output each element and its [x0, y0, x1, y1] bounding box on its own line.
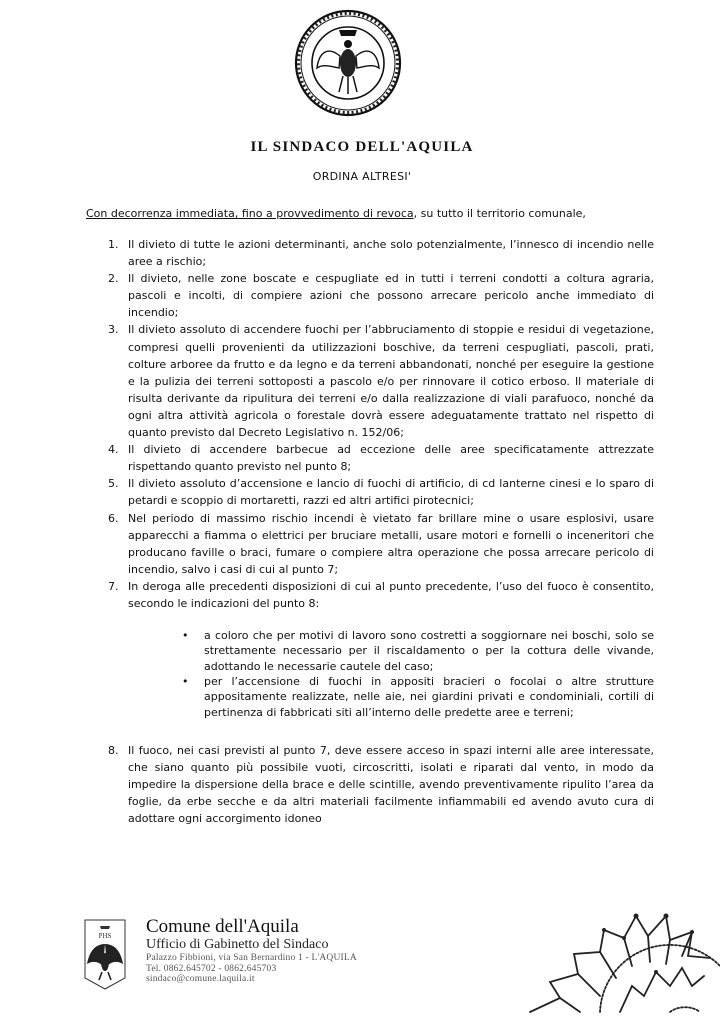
footer-office: Ufficio di Gabinetto del Sindaco: [146, 937, 329, 952]
footer-email[interactable]: sindaco@comune.laquila.it: [146, 974, 255, 984]
footer-contact: [146, 917, 357, 985]
ordinance-list: [108, 236, 654, 827]
item-text: Il fuoco, nei casi previsti al punto 7, deve essere acceso in spazi interni alle aree interessate, che siano quanto più possibile vuoti, circoscritti, isolati e riparati dal vento, in modo da impedire la dispersione della brace e delle scintille, avendo preventivamente ripulito l’area da foglie, da erbe secche e da altri materiali facilmente infiammabili ed avendo avuto cura di adottare ogni accorgimento idoneo: [128, 743, 654, 826]
item-number: 8.: [108, 743, 119, 757]
item-text: Il divieto, nelle zone boscate e cespugliate ed in tutti i terreni condotti a coltura agraria, pascoli e incolti, di compiere azioni che possono arrecare pericolo anche immediato di incendio;: [128, 272, 654, 320]
intro-paragraph: [86, 207, 586, 220]
decorative-rosette-ornament-icon: [520, 886, 720, 1024]
item-number: 6.: [108, 511, 119, 525]
coat-of-arms-eagle-icon: [83, 918, 127, 991]
item-number: 4.: [108, 443, 119, 457]
item-number: 2.: [108, 272, 119, 286]
bullet-dot-icon: •: [182, 629, 189, 643]
exception-bullets: [128, 628, 654, 720]
document-subtitle: ORDINA ALTRESI': [312, 170, 412, 183]
bullet-item: [128, 674, 654, 720]
list-item: [108, 321, 654, 441]
bullet-dot-icon: •: [182, 674, 189, 688]
item-text: Il divieto assoluto di accendere fuochi per l’abbruciamento di stoppie e residui di vegetazione, compresi quelli provenienti da utilizzazioni boschive, da terreni cespugliati, pascoli, prati, colture arboree da frutto e da legno e da terreni abbandonati, nonché per eseguire la gestione e la pulizia dei terreni sottoposti a pascolo e/o per rinnovare il cotico erboso. Il materiale di risulta derivante da ripulitura dei terreni e/o dalla realizzazione di viali parafuoco, nonché da ogni altra attività agricola o forestale dovrà essere adeguatamente trattato nel rispetto di quanto previsto dal Decreto Legislativo n. 152/06;: [128, 323, 654, 440]
item-number: 3.: [108, 323, 119, 337]
city-seal-eagle-icon: [293, 8, 403, 118]
footer-organization: Comune dell'Aquila: [146, 916, 299, 937]
footer-phone: Tel. 0862.645702 - 0862.645703: [146, 963, 277, 974]
item-number: 1.: [108, 238, 119, 251]
list-item: [108, 441, 654, 475]
item-number: 5.: [108, 477, 119, 491]
bullet-text: a coloro che per motivi di lavoro sono costretti a soggiornare nei boschi, solo se strettamente necessario per il riscaldamento o per la cottura delle vivande, adottando le necessarie cautele del caso;: [204, 629, 654, 673]
item-number: 7.: [108, 579, 119, 593]
intro-rest: , su tutto il territorio comunale,: [413, 207, 586, 220]
bullet-text: per l’accensione di fuochi in appositi bracieri o focolai o altre strutture appositamente realizzate, nelle aie, nei giardini privati e condominiali, cortili di pertinenza di fabbricati siti all’interno delle predette aree e terreni;: [204, 674, 654, 719]
item-text: Nel periodo di massimo rischio incendi è vietato far brillare mine o usare esplosivi, usare apparecchi a fiamma o elettrici per bruciare metalli, usare motori e fornelli o inceneritori che producano faville o braci, fumare o compiere altra operazione che possa arrecare pericolo di incendio, salvo i casi di cui al punto 7;: [128, 511, 654, 576]
item-text: Il divieto di tutte le azioni determinanti, anche solo potenzialmente, l’innesco di incendio nelle aree a rischio;: [128, 238, 654, 269]
item-text: Il divieto di accendere barbecue ad eccezione delle aree specificatamente attrezzate rispettando quanto previsto nel punto 8;: [128, 443, 654, 474]
list-item: [108, 578, 654, 720]
svg-text:PHS: PHS: [98, 932, 112, 940]
footer-address: Palazzo Fibbioni, via San Bernardino 1 - L'AQUILA: [146, 953, 357, 963]
list-item: [108, 475, 654, 509]
list-item: [108, 742, 654, 827]
list-item: [108, 270, 654, 321]
bullet-item: [128, 628, 654, 674]
item-text: Il divieto assoluto d’accensione e lancio di fuochi di artificio, di cd lanterne cinesi e lo sparo di petardi e scoppio di mortaretti, razzi ed altri artifici pirotecnici;: [128, 477, 654, 508]
document-title: IL SINDACO DELL'AQUILA: [250, 139, 474, 155]
intro-underlined: Con decorrenza immediata, fino a provvedimento di revoca: [86, 207, 414, 220]
item-text: In deroga alle precedenti disposizioni di cui al punto precedente, l’uso del fuoco è consentito, secondo le indicazioni del punto 8:: [128, 579, 654, 610]
list-item: [108, 510, 654, 578]
list-item: [108, 236, 654, 270]
